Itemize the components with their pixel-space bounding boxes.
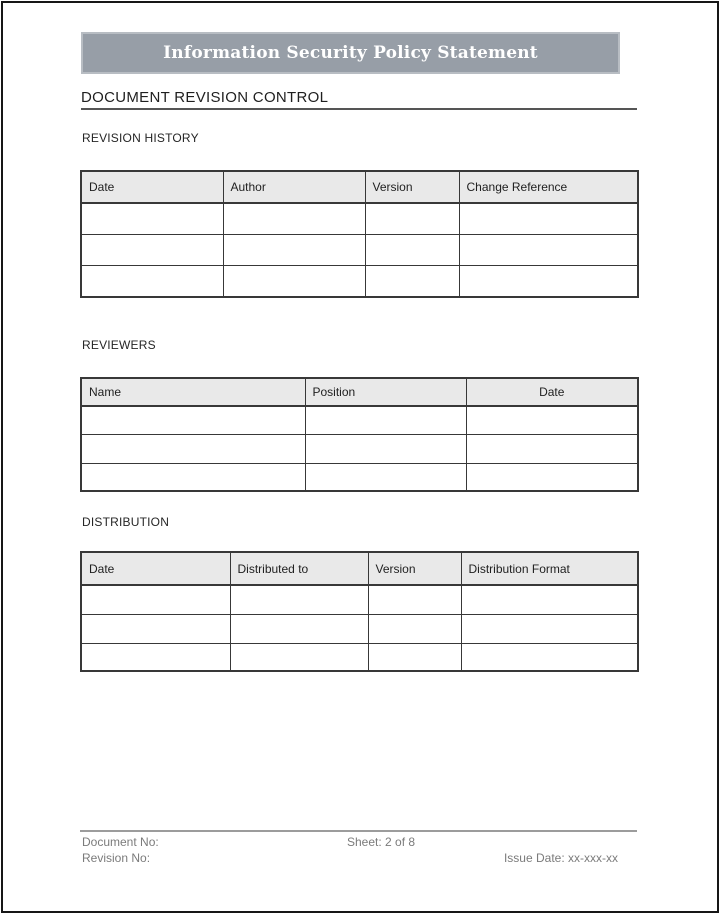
empty-cell[interactable] <box>368 614 461 643</box>
reviewers-table <box>80 377 639 492</box>
distribution-table <box>80 551 639 672</box>
document-title: Information Security Policy Statement <box>163 43 538 63</box>
empty-cell[interactable] <box>230 614 368 643</box>
empty-cell[interactable] <box>365 265 459 297</box>
empty-cell[interactable] <box>230 643 368 671</box>
empty-cell[interactable] <box>81 434 305 463</box>
table-row <box>81 585 638 614</box>
footer-document-no: Document No: <box>82 835 159 849</box>
empty-cell[interactable] <box>461 585 638 614</box>
column-header-distribution-format: Distribution Format <box>461 552 638 585</box>
empty-cell[interactable] <box>459 203 638 234</box>
column-header-version: Version <box>365 171 459 203</box>
empty-cell[interactable] <box>368 643 461 671</box>
column-header-date: Date <box>81 171 223 203</box>
empty-cell[interactable] <box>81 643 230 671</box>
empty-cell[interactable] <box>223 265 365 297</box>
column-header-date: Date <box>466 378 638 406</box>
empty-cell[interactable] <box>466 463 638 491</box>
empty-cell[interactable] <box>466 406 638 434</box>
empty-cell[interactable] <box>81 406 305 434</box>
footer-divider <box>80 830 637 832</box>
empty-cell[interactable] <box>365 234 459 265</box>
table-row <box>81 234 638 265</box>
column-header-version: Version <box>368 552 461 585</box>
empty-cell[interactable] <box>81 585 230 614</box>
revision-history-table <box>80 170 639 298</box>
heading-divider <box>81 108 637 110</box>
column-header-author: Author <box>223 171 365 203</box>
empty-cell[interactable] <box>305 406 466 434</box>
empty-cell[interactable] <box>368 585 461 614</box>
empty-cell[interactable] <box>461 643 638 671</box>
table-row <box>81 265 638 297</box>
footer-sheet-number: Sheet: 2 of 8 <box>347 835 416 849</box>
table-row <box>81 434 638 463</box>
empty-cell[interactable] <box>81 203 223 234</box>
empty-cell[interactable] <box>81 614 230 643</box>
section-heading: DOCUMENT REVISION CONTROL <box>81 89 329 106</box>
empty-cell[interactable] <box>365 203 459 234</box>
revision-history-label: REVISION HISTORY <box>82 131 199 145</box>
column-header-name: Name <box>81 378 305 406</box>
empty-cell[interactable] <box>459 234 638 265</box>
table-row <box>81 406 638 434</box>
table-row <box>81 643 638 671</box>
empty-cell[interactable] <box>461 614 638 643</box>
empty-cell[interactable] <box>230 585 368 614</box>
table-header-row <box>81 171 638 203</box>
column-header-distributed-to: Distributed to <box>230 552 368 585</box>
empty-cell[interactable] <box>81 463 305 491</box>
empty-cell[interactable] <box>305 434 466 463</box>
column-header-change-reference: Change Reference <box>459 171 638 203</box>
empty-cell[interactable] <box>459 265 638 297</box>
empty-cell[interactable] <box>223 203 365 234</box>
table-header-row <box>81 378 638 406</box>
column-header-date: Date <box>81 552 230 585</box>
title-banner <box>81 32 620 74</box>
empty-cell[interactable] <box>305 463 466 491</box>
table-header-row <box>81 552 638 585</box>
empty-cell[interactable] <box>223 234 365 265</box>
empty-cell[interactable] <box>81 265 223 297</box>
table-row <box>81 203 638 234</box>
table-row <box>81 614 638 643</box>
empty-cell[interactable] <box>81 234 223 265</box>
column-header-position: Position <box>305 378 466 406</box>
empty-cell[interactable] <box>466 434 638 463</box>
footer-revision-no: Revision No: <box>82 851 151 865</box>
reviewers-label: REVIEWERS <box>82 338 156 352</box>
distribution-label: DISTRIBUTION <box>82 515 170 529</box>
footer-issue-date: Issue Date: xx-xxx-xx <box>503 851 618 865</box>
table-row <box>81 463 638 491</box>
